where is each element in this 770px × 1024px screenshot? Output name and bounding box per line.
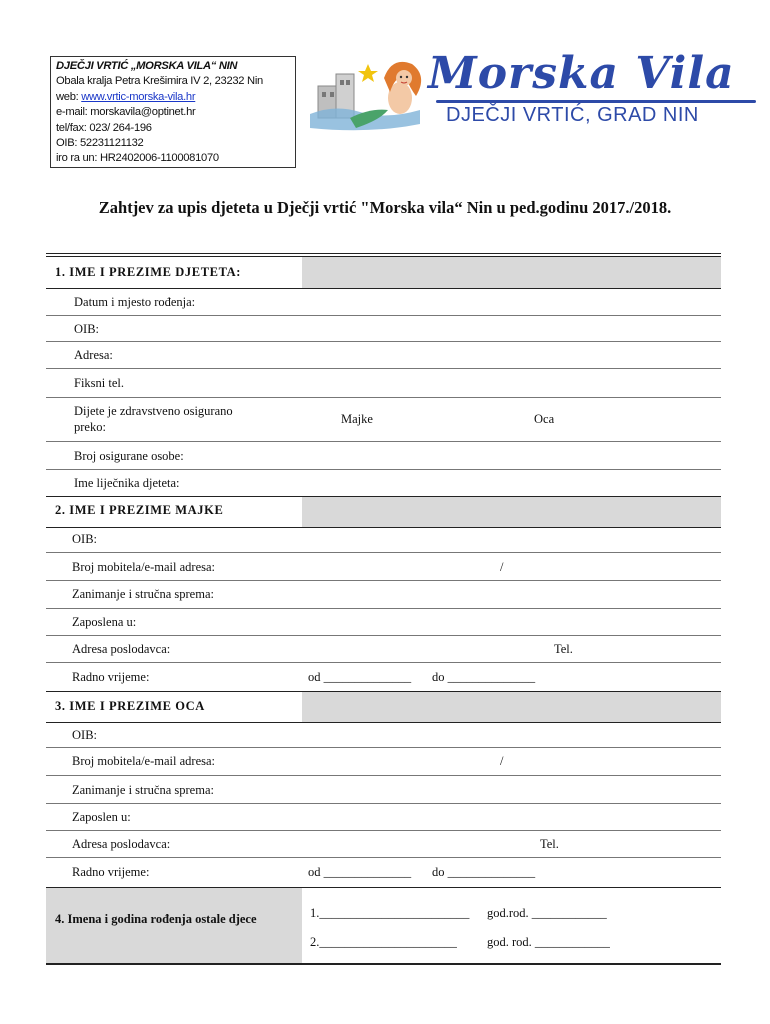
father-hours-row [46,858,721,887]
sibling-1-name[interactable]: 1.________________________ [310,906,470,920]
mother-employer-row[interactable] [46,609,721,636]
mother-employer-address-row[interactable] [46,636,721,663]
mother-contact-label: Broj mobitela/e-mail adresa: [72,560,216,574]
child-dob-label: Datum i mjesto rođenja: [74,295,196,309]
org-iro: iro ra un: HR2402006-1100081070 [56,152,219,165]
father-contact-separator: / [500,754,504,768]
mother-hours-to[interactable]: do ______________ [432,670,536,684]
mother-occupation-label: Zanimanje i stručna sprema: [72,587,214,601]
org-email: e-mail: morskavila@optinet.hr [56,106,196,119]
insurance-label-line1: Dijete je zdravstveno osigurano [74,404,233,418]
org-web [56,90,295,105]
org-telfax: tel/fax: 023/ 264-196 [56,121,152,134]
section-father-header [46,691,721,723]
web-link[interactable]: www.vrtic-morska-vila.hr [81,90,196,103]
sibling-1-year[interactable]: god.rod. ____________ [487,906,607,920]
logo-subtitle: DJEČJI VRTIĆ, GRAD NIN [446,104,699,126]
web-label: web: [56,90,82,103]
insured-number-label: Broj osigurane osobe: [74,449,184,463]
section-child-header [46,257,721,289]
child-address-label: Adresa: [74,348,113,362]
father-occupation-row[interactable] [46,776,721,804]
mother-employer-tel-label: Tel. [554,642,573,656]
enrollment-form [46,253,721,965]
father-hours-from[interactable]: od ______________ [308,865,412,879]
insurance-label-line2: preko: [74,420,106,434]
father-employer-tel-label: Tel. [540,837,559,851]
child-insurance-row [46,398,721,442]
logo-title: Morska Vila [428,48,735,99]
doctor-name-row[interactable] [46,470,721,496]
org-oib: OIB: 52231121132 [56,137,144,150]
section-siblings-heading: 4. Imena i godina rođenja ostale djece [55,912,257,926]
child-name-field[interactable] [302,257,721,288]
insurance-option-mother[interactable]: Majke [341,412,373,426]
section-siblings [46,887,721,965]
doctor-name-label: Ime liječnika djeteta: [74,476,180,490]
mother-name-field[interactable] [302,497,721,527]
father-employer-row[interactable] [46,804,721,831]
section-mother-heading: 2. IME I PREZIME MAJKE [55,503,224,517]
org-address: Obala kralja Petra Krešimira IV 2, 23232 Nin [56,75,263,88]
father-employer-label: Zaposlen u: [72,810,131,824]
mother-employer-label: Zaposlena u: [72,615,137,629]
mother-hours-label: Radno vrijeme: [72,670,150,684]
father-contact-row[interactable] [46,748,721,776]
mother-hours-from[interactable]: od ______________ [308,670,412,684]
section-father-heading: 3. IME I PREZIME OCA [55,699,205,713]
insurance-option-father[interactable]: Oca [534,412,555,426]
father-employer-address-row[interactable] [46,831,721,858]
mother-oib-label: OIB: [72,532,97,546]
child-dob-row[interactable] [46,289,721,316]
org-name: DJEČJI VRTIĆ „MORSKA VILA“ NIN [56,60,238,72]
father-name-field[interactable] [302,692,721,722]
child-address-row[interactable] [46,342,721,369]
sibling-2-name[interactable]: 2.______________________ [310,935,457,949]
logo [310,48,750,138]
mother-employer-address-label: Adresa poslodavca: [72,642,171,656]
mother-hours-row [46,663,721,691]
mermaid-illustration-icon [310,48,440,138]
section-mother-header [46,496,721,528]
father-contact-label: Broj mobitela/e-mail adresa: [72,754,216,768]
mother-occupation-row[interactable] [46,581,721,609]
father-occupation-label: Zanimanje i stručna sprema: [72,783,214,797]
document-title: Zahtjev za upis djeteta u Dječji vrtić "Morska vila“ Nin u ped.godinu 2017./2018. [98,198,672,217]
section-child-heading: 1. IME I PREZIME DJETETA: [55,265,241,279]
mother-contact-separator: / [500,560,504,574]
child-oib-label: OIB: [74,322,99,336]
father-employer-address-label: Adresa poslodavca: [72,837,171,851]
child-phone-row[interactable] [46,369,721,398]
father-hours-to[interactable]: do ______________ [432,865,536,879]
child-oib-row[interactable] [46,316,721,342]
father-oib-row[interactable] [46,723,721,748]
logo-swoosh [436,100,756,103]
insured-number-row[interactable] [46,442,721,470]
kindergarten-info-box [50,56,296,168]
father-oib-label: OIB: [72,728,97,742]
sibling-2-year[interactable]: god. rod. ____________ [487,935,610,949]
father-hours-label: Radno vrijeme: [72,865,150,879]
mother-contact-row[interactable] [46,553,721,581]
child-phone-label: Fiksni tel. [74,376,125,390]
mother-oib-row[interactable] [46,528,721,553]
